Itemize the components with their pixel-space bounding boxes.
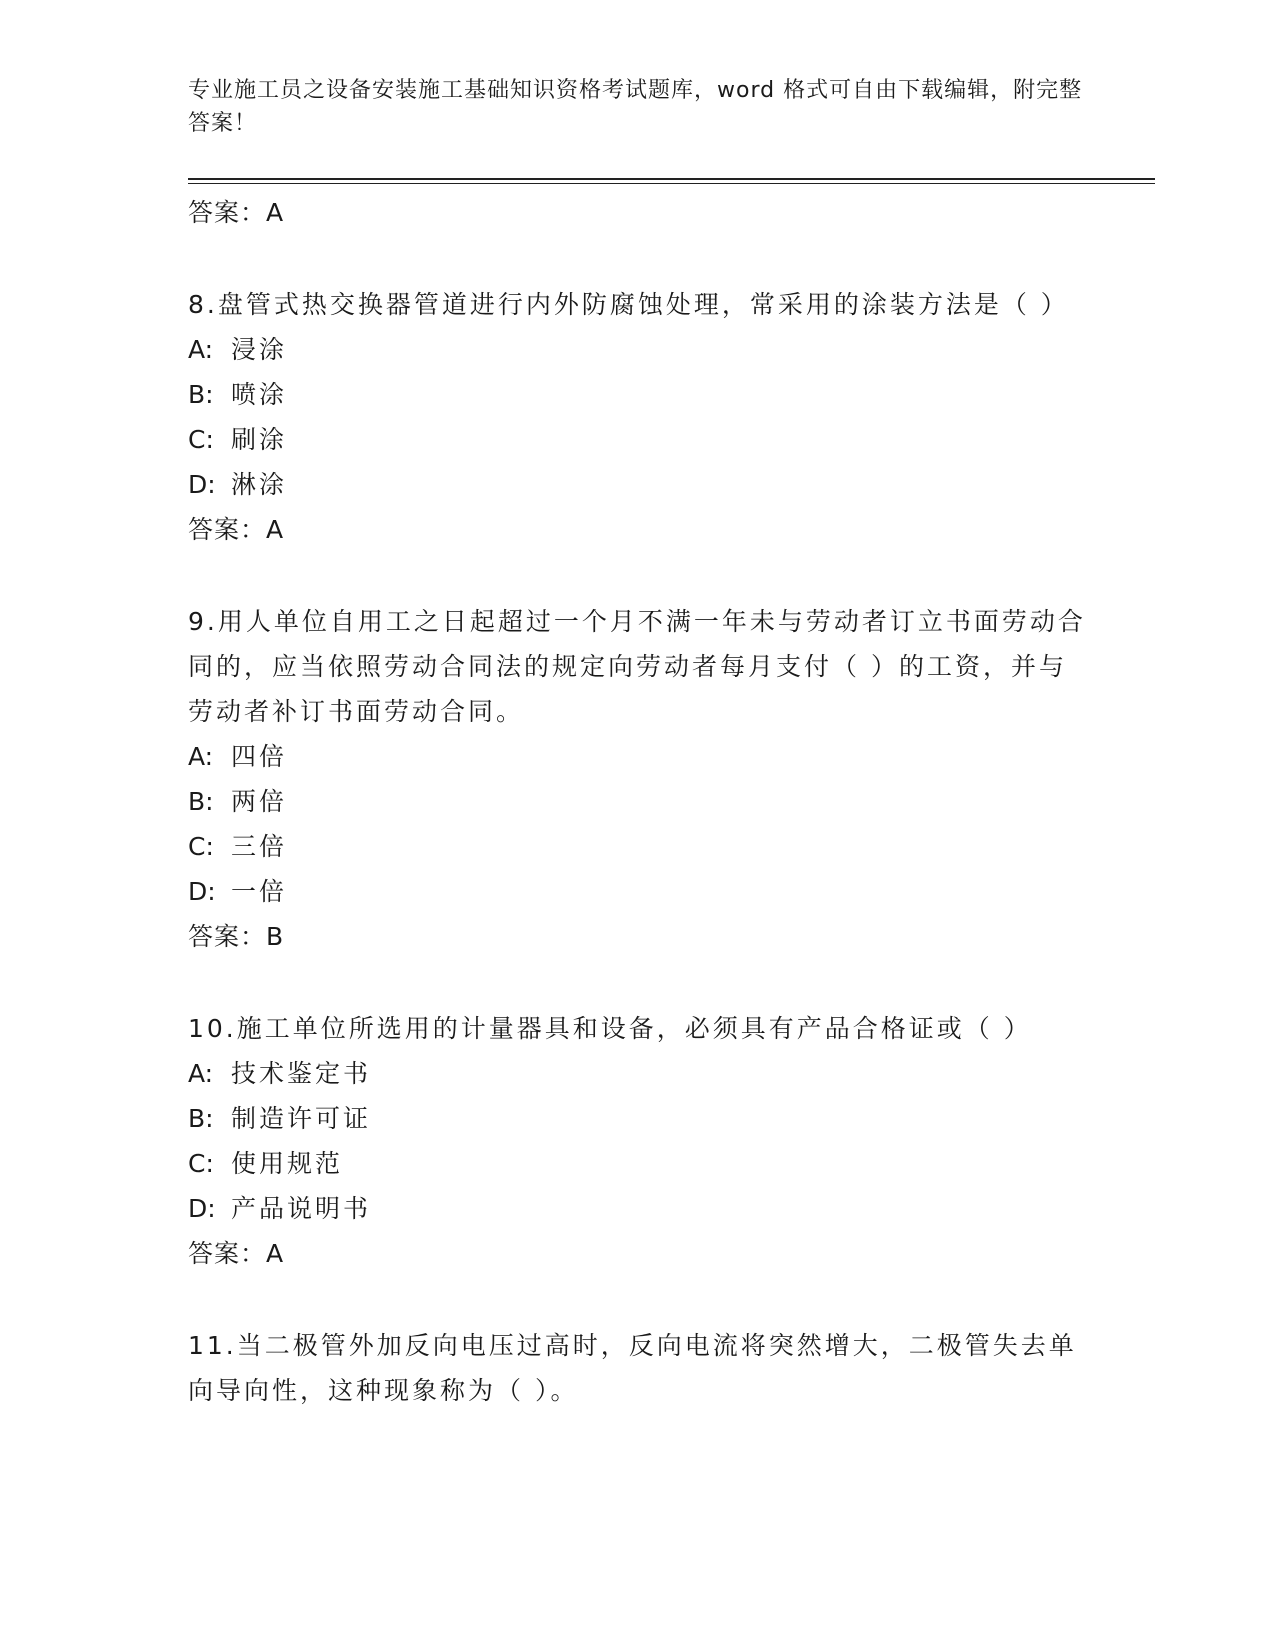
- option-item: [188, 1141, 1088, 1186]
- option-text: 淋涂: [231, 470, 288, 499]
- option-text: 制造许可证: [231, 1104, 372, 1133]
- option-label: A:: [188, 742, 214, 771]
- option-text: 技术鉴定书: [231, 1059, 372, 1088]
- option-label: D:: [188, 470, 216, 499]
- option-label: C:: [188, 832, 214, 861]
- question-text: 9.用人单位自用工之日起超过一个月不满一年未与劳动者订立书面劳动合同的，应当依照劳动合同法的规定向劳动者每月支付（ ）的工资，并与劳动者补订书面劳动合同。: [188, 607, 1086, 726]
- answer-line: 答案：A: [188, 515, 285, 544]
- option-item: [188, 869, 1088, 914]
- option-label: A:: [188, 1059, 214, 1088]
- question-text: 10.施工单位所选用的计量器具和设备，必须具有产品合格证或（ ）: [188, 1014, 1032, 1043]
- option-item: [188, 779, 1088, 824]
- option-label: A:: [188, 335, 214, 364]
- option-text: 喷涂: [231, 380, 288, 409]
- option-text: 浸涂: [231, 335, 288, 364]
- option-text: 两倍: [231, 787, 288, 816]
- option-item: [188, 1186, 1088, 1231]
- header-divider: [188, 178, 1155, 180]
- option-item: [188, 1096, 1088, 1141]
- option-label: D:: [188, 877, 216, 906]
- option-text: 一倍: [231, 877, 288, 906]
- header-divider-thin: [188, 183, 1155, 184]
- option-text: 使用规范: [231, 1149, 344, 1178]
- option-item: [188, 462, 1088, 507]
- option-item: [188, 824, 1088, 869]
- question-text: 11.当二极管外加反向电压过高时，反向电流将突然增大，二极管失去单向导向性，这种现象称为（ ）。: [188, 1331, 1077, 1405]
- option-text: 三倍: [231, 832, 288, 861]
- question-list: [188, 190, 1088, 1413]
- document-header: 专业施工员之设备安装施工基础知识资格考试题库，word 格式可自由下载编辑，附完整答案！: [188, 78, 1083, 136]
- answer-line: 答案：A: [188, 1239, 285, 1268]
- option-item: [188, 734, 1088, 779]
- answer-line: 答案：B: [188, 922, 285, 951]
- option-label: B:: [188, 787, 214, 816]
- option-item: [188, 372, 1088, 417]
- option-label: C:: [188, 425, 214, 454]
- option-label: D:: [188, 1194, 216, 1223]
- option-text: 刷涂: [231, 425, 288, 454]
- option-text: 四倍: [231, 742, 288, 771]
- answer-line: 答案：A: [188, 198, 285, 227]
- option-label: B:: [188, 1104, 214, 1133]
- option-item: [188, 1051, 1088, 1096]
- option-label: C:: [188, 1149, 214, 1178]
- question-text: 8.盘管式热交换器管道进行内外防腐蚀处理，常采用的涂装方法是（ ）: [188, 290, 1069, 319]
- option-label: B:: [188, 380, 214, 409]
- option-item: [188, 327, 1088, 372]
- option-item: [188, 417, 1088, 462]
- option-text: 产品说明书: [231, 1194, 372, 1223]
